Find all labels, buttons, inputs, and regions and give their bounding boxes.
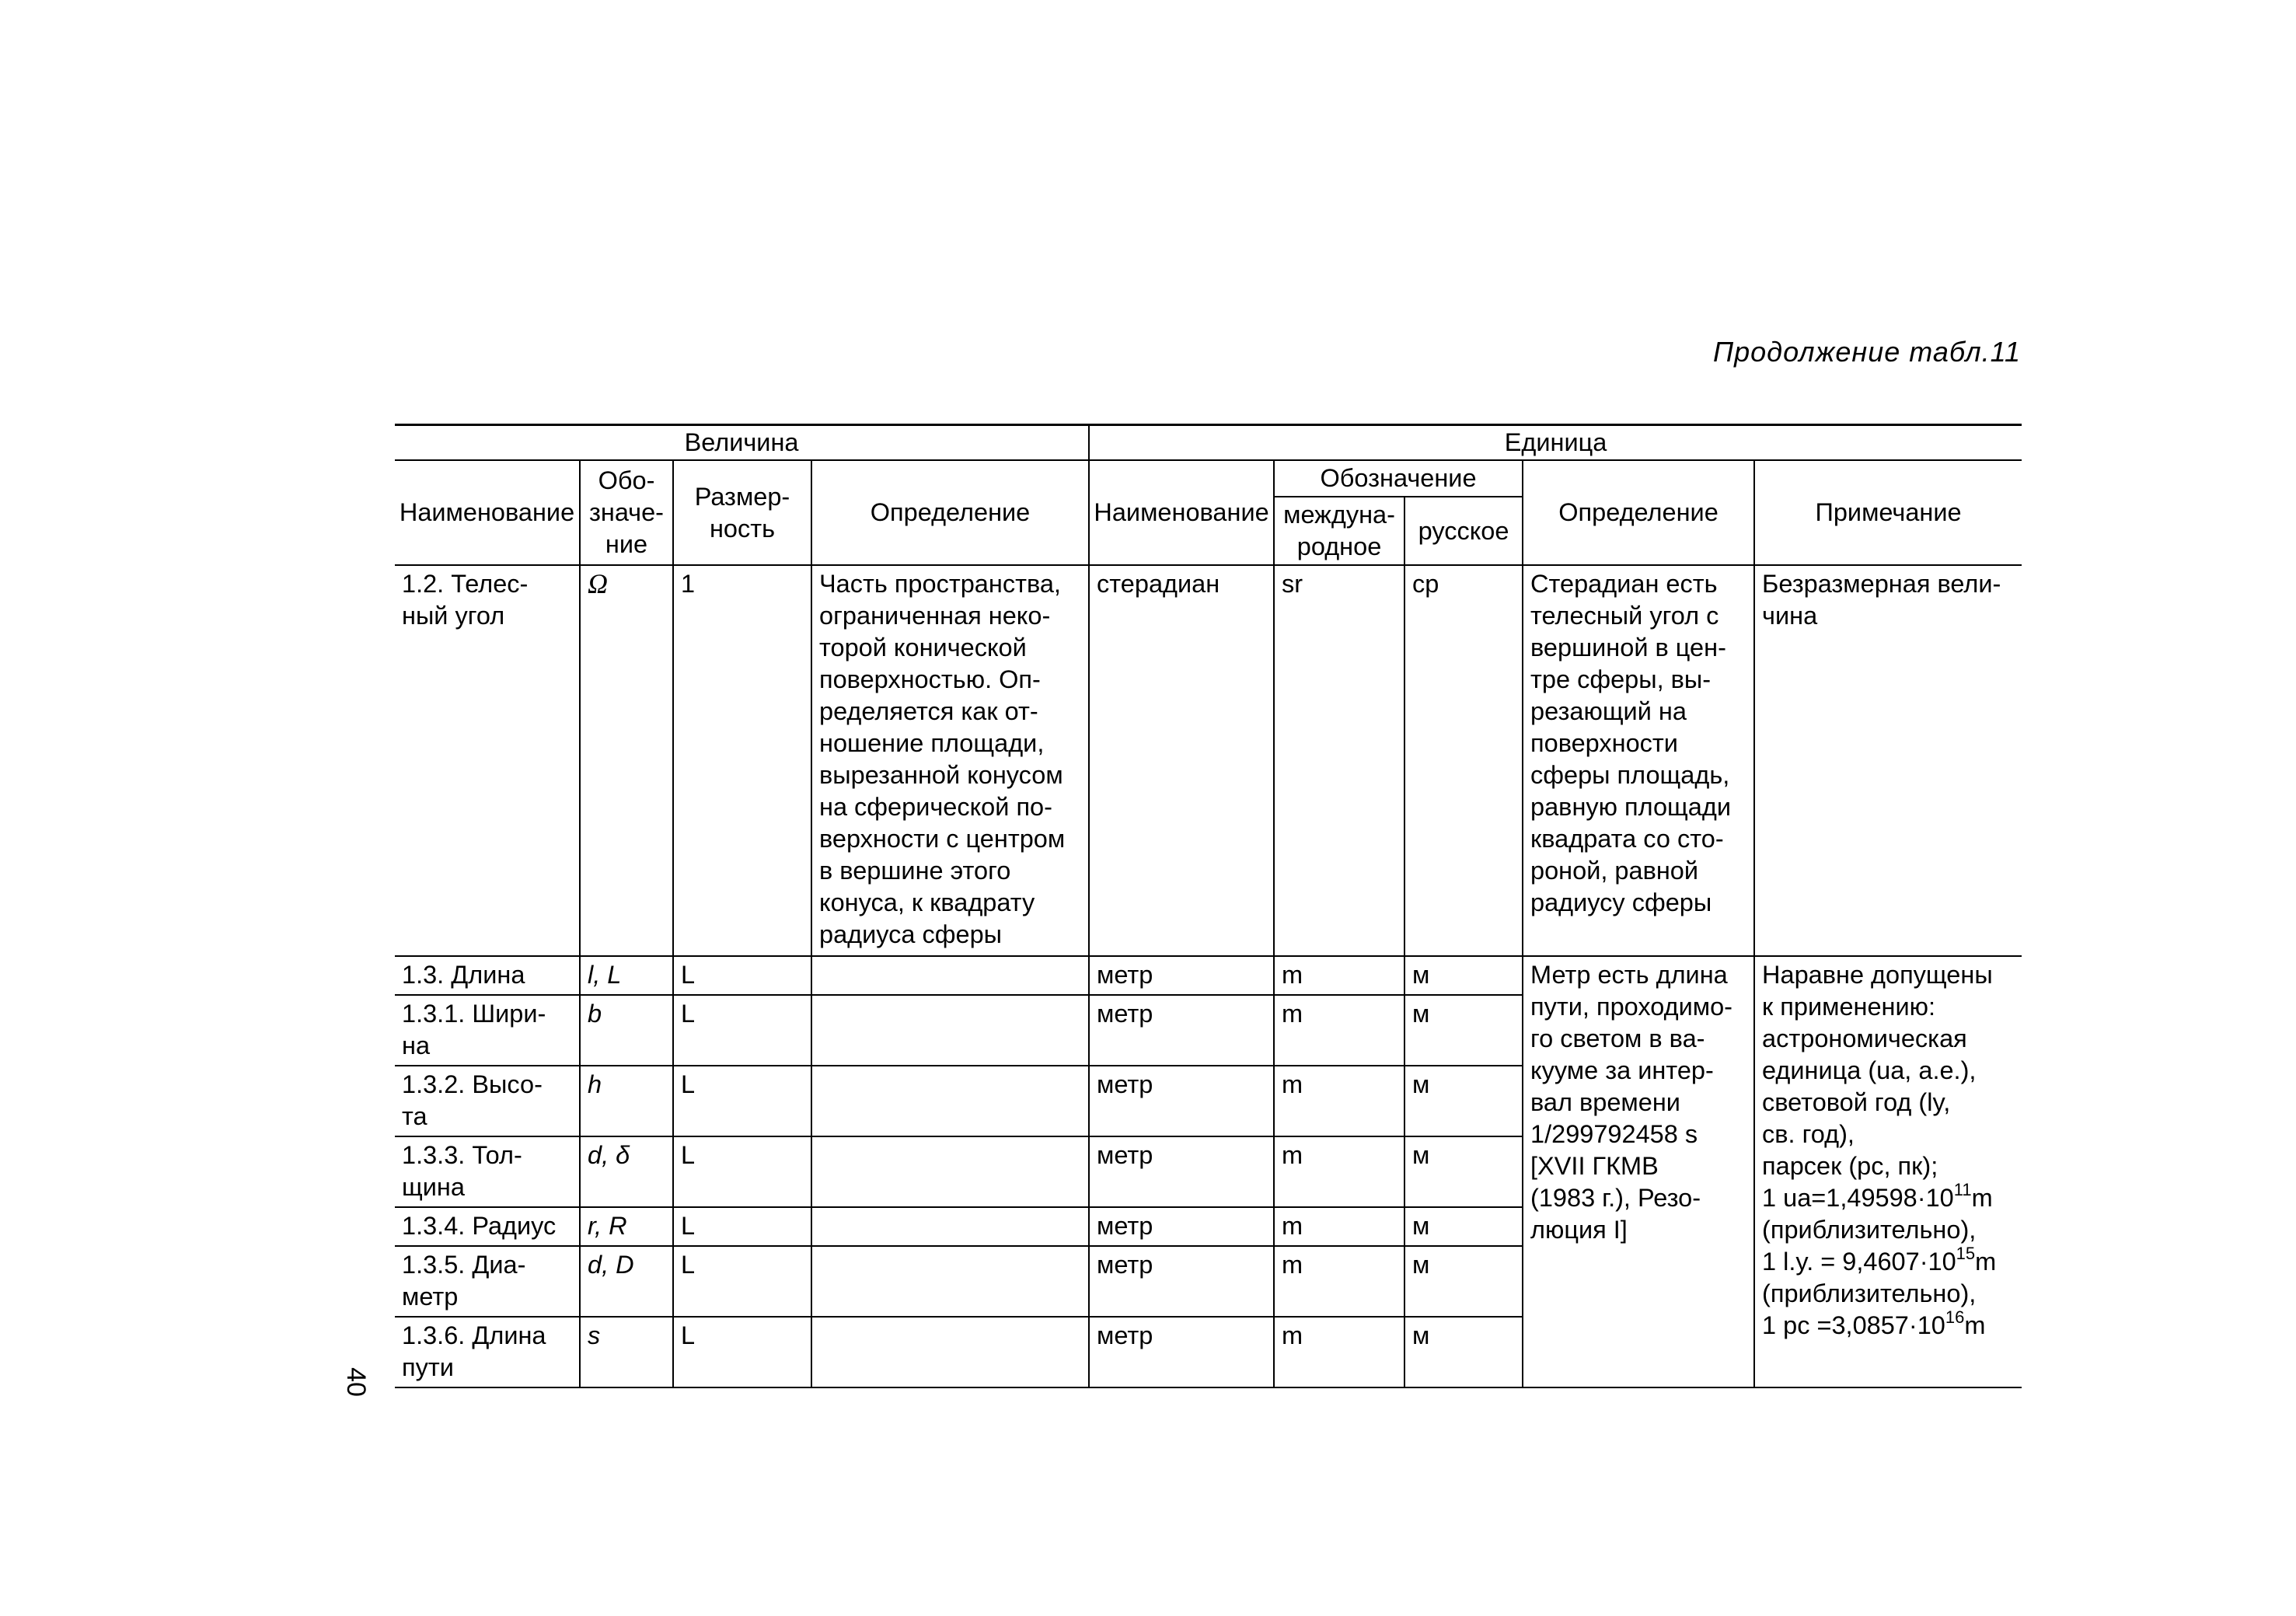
- quantity-name: 1.3.3. Тол- щина: [395, 1136, 580, 1207]
- quantity-definition: [811, 956, 1089, 995]
- header-russian: русское: [1404, 497, 1523, 565]
- metre-note: [1754, 956, 2022, 1387]
- metre-definition: Метр есть длина пути, проходимо- го светом в ва- кууме за интер- вал времени 1/299792458 s [XVII ГКМВ (1983 г.), Резо- люция I]: [1523, 956, 1754, 1387]
- table-row-length: [395, 956, 2022, 995]
- quantity-definition: Часть пространства, ограниченная неко- торой конической поверхностью. Оп- ределяется как от- ношение площади, вырезанной конусом на сферической по- верхности с центром в вершине этого конуса, к квадрату радиуса сферы: [811, 565, 1089, 956]
- unit-international: m: [1274, 1246, 1404, 1317]
- unit-definition: Стерадиан есть телесный угол с вершиной в цен- тре сферы, вы- резающий на поверхности сферы площадь, равную площади квадрата со сто- роной, равной радиусу сферы: [1523, 565, 1754, 956]
- unit-russian: ср: [1404, 565, 1523, 956]
- unit-international: m: [1274, 1317, 1404, 1387]
- approx-note: (приблизительно),: [1762, 1216, 1977, 1244]
- unit-name: метр: [1089, 956, 1274, 995]
- quantity-dimension: L: [673, 1207, 811, 1246]
- units-table: [395, 424, 2022, 1388]
- quantity-definition: [811, 995, 1089, 1066]
- note: Безразмерная вели- чина: [1754, 565, 2022, 956]
- metre-note-text: Наравне допущены к применению: астрономическая единица (ua, а.е.), световой год (ly, св. год), парсек (pc, пк);: [1762, 961, 1993, 1180]
- unit-name: метр: [1089, 995, 1274, 1066]
- header-international: междуна- родное: [1274, 497, 1404, 565]
- unit-international: m: [1274, 1136, 1404, 1207]
- symbol: b: [588, 1000, 602, 1028]
- symbol-omega: Ω: [588, 568, 609, 599]
- quantity-symbol: [580, 995, 673, 1066]
- quantity-dimension: L: [673, 1317, 811, 1387]
- quantity-dimension: L: [673, 1066, 811, 1136]
- unit-russian: м: [1404, 1066, 1523, 1136]
- quantity-definition: [811, 1207, 1089, 1246]
- quantity-name: 1.3.5. Диа- метр: [395, 1246, 580, 1317]
- unit-name: метр: [1089, 1317, 1274, 1387]
- unit-russian: м: [1404, 1246, 1523, 1317]
- quantity-symbol: [580, 1207, 673, 1246]
- quantity-definition: [811, 1317, 1089, 1387]
- quantity-symbol: [580, 1317, 673, 1387]
- symbol: d, δ: [588, 1141, 630, 1169]
- column-header-row: [395, 460, 2022, 497]
- group-header-row: [395, 425, 2022, 461]
- unit-russian: м: [1404, 995, 1523, 1066]
- unit-russian: м: [1404, 1136, 1523, 1207]
- symbol: r, R: [588, 1212, 627, 1240]
- quantity-name: 1.3.6. Длина пути: [395, 1317, 580, 1387]
- quantity-symbol: [580, 1066, 673, 1136]
- quantity-name: 1.3. Длина: [395, 956, 580, 995]
- ly-value: 1 l.y. = $9,4607\cdot 10^{15}m$: [1762, 1244, 1997, 1276]
- quantity-name: 1.3.1. Шири- на: [395, 995, 580, 1066]
- unit-name: метр: [1089, 1207, 1274, 1246]
- header-note: Примечание: [1754, 460, 2022, 565]
- table-row-solid-angle: [395, 565, 2022, 956]
- header-unit-definition: Определение: [1523, 460, 1754, 565]
- quantity-dimension: 1: [673, 565, 811, 956]
- header-quantity: Величина: [395, 425, 1089, 461]
- quantity-symbol: [580, 1136, 673, 1207]
- quantity-dimension: L: [673, 1246, 811, 1317]
- unit-international: m: [1274, 995, 1404, 1066]
- header-quantity-dimension: Размер- ность: [673, 460, 811, 565]
- header-quantity-symbol: Обо- значе- ние: [580, 460, 673, 565]
- quantity-definition: [811, 1246, 1089, 1317]
- quantity-dimension: L: [673, 1136, 811, 1207]
- quantity-definition: [811, 1136, 1089, 1207]
- header-unit-designation: Обозначение: [1274, 460, 1523, 497]
- unit-name: метр: [1089, 1066, 1274, 1136]
- symbol: d, D: [588, 1251, 634, 1279]
- approx-note: (приблизительно),: [1762, 1279, 1977, 1307]
- page-number: 40: [341, 1367, 371, 1397]
- unit-international: m: [1274, 956, 1404, 995]
- symbol: l, L: [588, 961, 622, 989]
- quantity-name: 1.2. Телес- ный угол: [395, 565, 580, 956]
- unit-name: стерадиан: [1089, 565, 1274, 956]
- quantity-symbol: [580, 565, 673, 956]
- quantity-name: 1.3.4. Радиус: [395, 1207, 580, 1246]
- unit-russian: м: [1404, 1207, 1523, 1246]
- unit-name: метр: [1089, 1136, 1274, 1207]
- unit-name: метр: [1089, 1246, 1274, 1317]
- header-unit: Единица: [1089, 425, 2022, 461]
- quantity-dimension: L: [673, 995, 811, 1066]
- header-quantity-name: Наименование: [395, 460, 580, 565]
- unit-international: m: [1274, 1066, 1404, 1136]
- quantity-definition: [811, 1066, 1089, 1136]
- symbol: s: [588, 1321, 601, 1349]
- unit-russian: м: [1404, 1317, 1523, 1387]
- header-unit-name: Наименование: [1089, 460, 1274, 565]
- unit-international: m: [1274, 1207, 1404, 1246]
- symbol: h: [588, 1070, 602, 1098]
- table-continuation-caption: Продолжение табл.11: [1713, 336, 2021, 368]
- header-quantity-definition: Определение: [811, 460, 1089, 565]
- unit-international: sr: [1274, 565, 1404, 956]
- quantity-dimension: L: [673, 956, 811, 995]
- ua-value: 1 $ua=1,49598\cdot 10^{11}m$: [1762, 1180, 1993, 1212]
- quantity-symbol: [580, 956, 673, 995]
- unit-russian: м: [1404, 956, 1523, 995]
- pc-value: 1 pc $=3,0857\cdot 10^{16}m$: [1762, 1307, 1986, 1339]
- quantity-symbol: [580, 1246, 673, 1317]
- quantity-name: 1.3.2. Высо- та: [395, 1066, 580, 1136]
